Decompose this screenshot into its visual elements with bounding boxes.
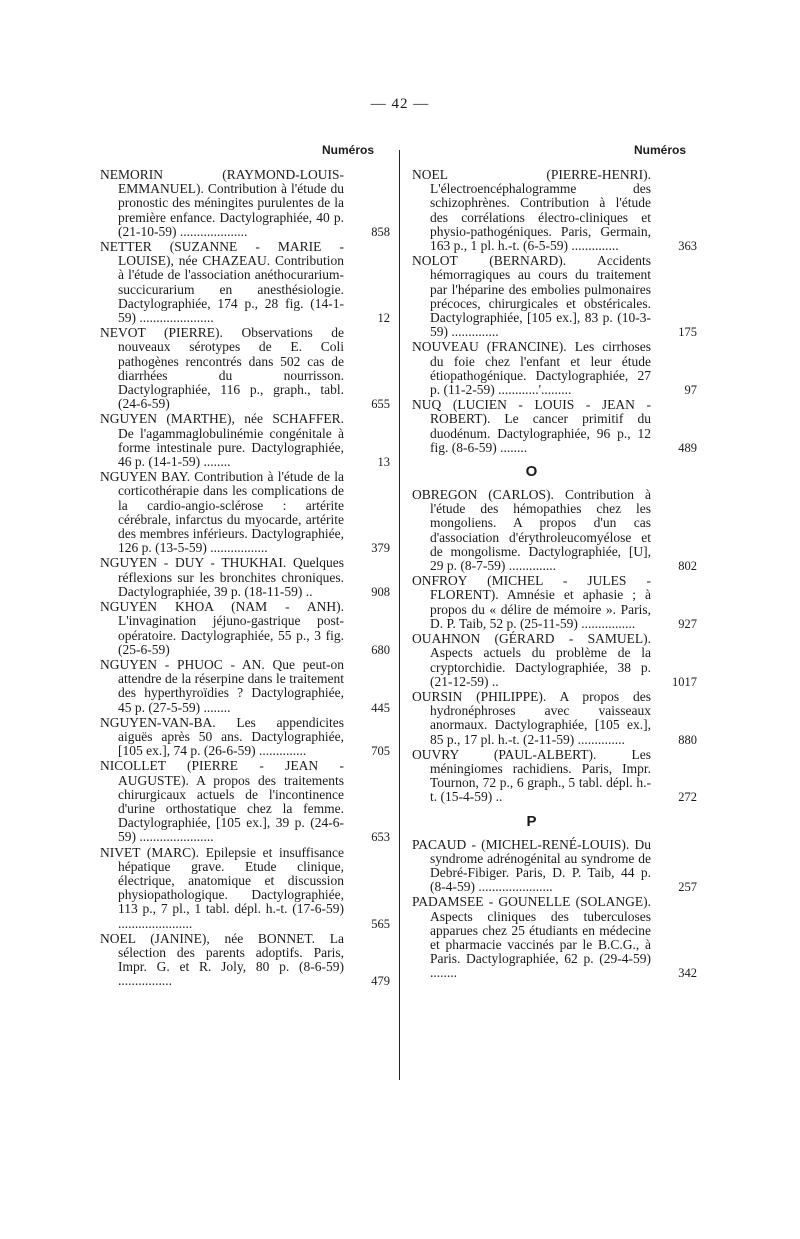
thesis-entry xyxy=(100,759,390,844)
entry-number: 1017 xyxy=(672,674,697,689)
entry-text: NGUYEN - DUY - THUKHAI. Quelques réflexions sur les bronchites chroniques. Dactylographiée, 39 p. (18-11-59) .. xyxy=(100,555,344,599)
entry-number: 342 xyxy=(678,966,697,981)
thesis-entry xyxy=(100,556,390,599)
section-letter-o: O xyxy=(525,463,538,481)
entry-text: PADAMSEE - GOUNELLE (SOLANGE). Aspects cliniques des tuberculoses apparues chez 25 étudiants en médecine et pharmacie vaccinés par le B.C.G., à Paris. Dactylographiée, 62 p. (29-4-59) ........ xyxy=(412,894,651,981)
thesis-entry xyxy=(412,690,697,747)
entry-text: PACAUD - (MICHEL-RENÉ-LOUIS). Du syndrome adrénogénital au syndrome de Debré-Fibiger. Paris, D. P. Taib, 44 p. (8-4-59) ...................... xyxy=(412,836,651,895)
entry-text: NOUVEAU (FRANCINE). Les cirrhoses du foie chez l'enfant et leur étude étiopathogénique. Dactylographiée, 27 p. (11-2-59) ............'......... xyxy=(412,339,651,398)
entry-text: NGUYEN - PHUOC - AN. Que peut-on attendre de la réserpine dans le traitement des hyperthyroïdies ? Dactylographiée, 45 p. (27-5-59) ........ xyxy=(100,656,344,715)
entry-number: 927 xyxy=(678,616,697,631)
thesis-entry xyxy=(100,658,390,715)
thesis-entry xyxy=(100,412,390,469)
column-header-right: Numéros xyxy=(634,143,687,157)
thesis-entry xyxy=(100,240,390,325)
entry-text: NGUYEN KHOA (NAM - ANH). L'invagination jéjuno-gastrique post-opératoire. Dactylographiée, 55 p., 3 fig. (25-6-59) xyxy=(100,599,344,657)
thesis-entry xyxy=(100,716,390,759)
entry-number: 175 xyxy=(678,325,697,340)
entry-text: NETTER (SUZANNE - MARIE - LOUISE), née CHAZEAU. Contribution à l'étude de l'association anéthocurarium-succicurarium en anesthésiologie. Dactylographiée, 174 p., 28 fig. (14-1-59) ...................... xyxy=(100,239,344,326)
entry-text: NGUYEN-VAN-BA. Les appendicites aiguës après 50 ans. Dactylographiée, [105 ex.], 74 p. (26-6-59) .............. xyxy=(100,714,344,759)
column-header-left: Numéros xyxy=(322,143,375,157)
entry-text: NICOLLET (PIERRE - JEAN - AUGUSTE). A propos des traitements chirurgicaux actuels de l'incontinence d'urine orthostatique chez la femme. Dactylographiée, [105 ex.], 39 p. (24-6-59) ...................... xyxy=(100,758,344,845)
thesis-entry xyxy=(412,748,697,805)
entry-number: 363 xyxy=(678,239,697,254)
entry-text: NUQ (LUCIEN - LOUIS - JEAN - ROBERT). Le cancer primitif du duodénum. Dactylographiée, 96 p., 12 fig. (8-6-59) ........ xyxy=(412,397,651,455)
section-letter-p: P xyxy=(526,812,537,830)
entry-text: NOLOT (BERNARD). Accidents hémorragiques au cours du traitement par l'héparine des embolies pulmonaires précoces, chirurgicales et obstéricales. Dactylographiée, [105 ex.], 83 p. (10-3-59) .............. xyxy=(412,253,651,340)
thesis-entry xyxy=(100,326,390,411)
entry-number: 680 xyxy=(371,642,390,657)
entry-number: 272 xyxy=(678,790,697,805)
entry-number: 379 xyxy=(371,541,390,556)
entry-number: 880 xyxy=(678,732,697,747)
entry-text: NOEL (PIERRE-HENRI). L'électroencéphalogramme des schizophrènes. Contribution à l'étude des corrélations électro-cliniques et physio-pathogéniques. Paris, Germain, 163 p., 1 pl. h.-t. (6-5-59) .............. xyxy=(412,167,651,254)
entry-text: NEVOT (PIERRE). Observations de nouveaux sérotypes de E. Coli pathogènes rencontrés dans 502 cas de diarrhées du nourrisson. Dactylographiée, 116 p., graph., tabl. (24-6-59) xyxy=(100,325,344,412)
entry-number: 653 xyxy=(371,830,390,845)
entry-number: 479 xyxy=(371,974,390,989)
entry-text: OUVRY (PAUL-ALBERT). Les méningiomes rachidiens. Paris, Impr. Tournon, 72 p., 6 graph., 5 tabl. dépl. h.-t. (15-4-59) .. xyxy=(412,746,651,805)
entry-number: 858 xyxy=(371,224,390,239)
entry-text: NGUYEN (MARTHE), née SCHAFFER. De l'agammaglobulinémie congénitale à forme intestinale pure. Dactylographiée, 46 p. (14-1-59) ........ xyxy=(100,411,344,470)
entry-number: 97 xyxy=(684,383,697,398)
page-number: — 42 — xyxy=(370,96,430,112)
entry-number: 802 xyxy=(678,559,697,574)
entry-number: 655 xyxy=(371,397,390,412)
entry-number: 445 xyxy=(371,700,390,715)
entry-text: NGUYEN BAY. Contribution à l'étude de la corticothérapie dans les complications de la cardio-angio-sclérose : artérite cérébrale, infarctus du myocarde, artérite des membres inférieurs. Dactylographiée, 126 p. (13-5-59) ................. xyxy=(100,469,344,556)
right-column xyxy=(412,168,697,982)
entry-number: 908 xyxy=(371,584,390,599)
thesis-entry xyxy=(100,470,390,555)
entry-text: OUAHNON (GÉRARD - SAMUEL). Aspects actuels du problème de la cryptorchidie. Dactylographiée, 38 p. (21-12-59) .. xyxy=(412,631,651,689)
entry-text: OURSIN (PHILIPPE). A propos des hydronéphroses avec vaisseaux anormaux. Dactylographiée, [105 ex.], 85 p., 17 pl. h.-t. (2-11-59) .............. xyxy=(412,688,651,747)
column-divider xyxy=(399,150,400,1080)
thesis-entry xyxy=(412,574,697,631)
entry-number: 705 xyxy=(371,744,390,759)
left-column xyxy=(100,168,390,990)
thesis-entry xyxy=(412,340,697,397)
entry-text: OBREGON (CARLOS). Contribution à l'étude des hémopathies chez les mongoliens. A propos d'un cas d'association d'érythroleucomyélose et de mongolisme. Dactylographiée, [U], 29 p. (8-7-59) .............. xyxy=(412,487,651,574)
entry-number: 257 xyxy=(678,880,697,895)
thesis-entry xyxy=(100,846,390,931)
thesis-entry xyxy=(412,488,697,573)
entry-number: 13 xyxy=(377,455,390,470)
entry-text: NEMORIN (RAYMOND-LOUIS-EMMANUEL). Contribution à l'étude du pronostic des méningites purulentes de la première enfance. Dactylographiée, 40 p. (21-10-59) .................... xyxy=(100,167,344,239)
entry-number: 12 xyxy=(377,311,390,326)
entry-number: 489 xyxy=(678,440,697,455)
thesis-entry xyxy=(412,254,697,339)
thesis-entry xyxy=(412,895,697,980)
thesis-entry xyxy=(100,168,390,239)
thesis-entry xyxy=(412,398,697,455)
entry-text: NIVET (MARC). Epilepsie et insuffisance hépatique grave. Etude clinique, électrique, anatomique et discussion physiopathologique. Dactylographiée, 113 p., 7 pl., 1 tabl. dépl. h.-t. (17-6-59) ...................... xyxy=(100,844,344,931)
thesis-entry xyxy=(412,168,697,253)
thesis-entry xyxy=(100,932,390,989)
thesis-entry xyxy=(412,632,697,689)
entry-text: NOEL (JANINE), née BONNET. La sélection des parents adoptifs. Paris, Impr. G. et R. Joly, 80 p. (8-6-59) ................ xyxy=(100,930,344,989)
thesis-entry xyxy=(100,600,390,657)
entry-number: 565 xyxy=(371,916,390,931)
thesis-entry xyxy=(412,838,697,895)
entry-text: ONFROY (MICHEL - JULES - FLORENT). Amnésie et aphasie ; à propos du « délire de mémoire ». Paris, D. P. Taib, 52 p. (25-11-59) ................ xyxy=(412,573,651,631)
